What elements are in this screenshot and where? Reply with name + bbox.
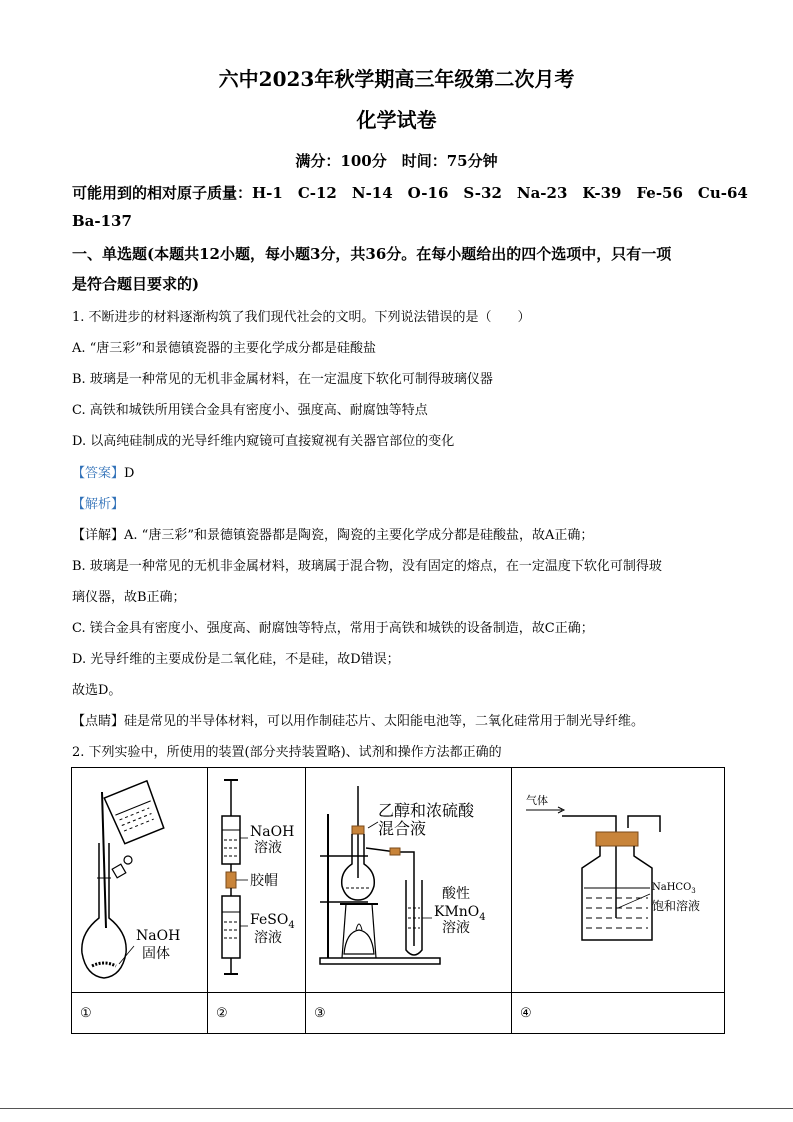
q1-option-c: C. 高铁和城铁所用镁合金具有密度小、强度高、耐腐蚀等特点 xyxy=(72,403,428,418)
apparatus-2-number: ② xyxy=(208,993,306,1034)
label-naoh-solution: NaOH xyxy=(250,824,295,840)
q1-conclusion: 故选D。 xyxy=(72,683,122,698)
bottle-stopper xyxy=(596,832,638,846)
q1-detail-a xyxy=(72,524,593,543)
apparatus-3-ethylene-setup xyxy=(306,768,511,988)
stopper xyxy=(112,856,132,878)
q1-option-b: B. 玻璃是一种常见的无机非金属材料，在一定温度下软化可制得玻璃仪器 xyxy=(72,372,493,387)
label-ethanol-h2so4: 乙醇和浓硫酸 xyxy=(378,801,475,820)
q2-stem: 2. 下列实验中，所使用的装置(部分夹持装置略)、试剂和操作方法都正确的 xyxy=(72,745,502,760)
exam-subtitle: 化学试卷 xyxy=(356,108,437,132)
label-nahco3: NaHCO$_3$ xyxy=(652,882,696,895)
q1-stem: 1. 不断进步的材料逐渐构筑了我们现代社会的文明。下列说法错误的是（ ） xyxy=(72,310,531,325)
delivery-tube xyxy=(366,848,414,946)
label-mixture: 混合液 xyxy=(378,819,427,838)
label-kmno4: KMnO$_4$ xyxy=(434,904,486,923)
page-footer-line xyxy=(0,1108,793,1109)
section-heading-line1: 一、单选题(本题共12小题，每小题3分，共36分。在每小题给出的四个选项中，只有一项 xyxy=(72,245,672,263)
naoh-solid xyxy=(92,963,116,966)
apparatus-1-number: ① xyxy=(72,993,208,1034)
q1-option-d: D. 以高纯硅制成的光导纤维内窥镜可直接窥视有关器官部位的变化 xyxy=(72,434,455,449)
apparatus-3-number: ③ xyxy=(306,993,512,1034)
label-rubber-cap: 胶帽 xyxy=(250,873,278,889)
section-heading-line2: 是符合题目要求的) xyxy=(72,275,200,293)
q1-detail-d: D. 光导纤维的主要成份是二氧化硅，不是硅，故D错误； xyxy=(72,652,400,667)
answer-tag: 【答案】 xyxy=(72,466,125,481)
apparatus-4-cell xyxy=(512,768,725,993)
exam-meta: 满分：100分 时间：75分钟 xyxy=(295,152,498,170)
answer-value: D xyxy=(124,466,135,481)
label-feso4: FeSO$_4$ xyxy=(250,912,295,931)
q1-detail-c: C. 镁合金具有密度小、强度高、耐腐蚀等特点，常用于高铁和城铁的设备制造，故C正确； xyxy=(72,621,594,636)
detail-a-text: A. “唐三彩”和景德镇瓷器都是陶瓷，陶瓷的主要化学成分都是硅酸盐，故A正确； xyxy=(124,528,594,543)
apparatus-4-number: ④ xyxy=(512,993,725,1034)
label-gas: 气体 xyxy=(526,794,548,807)
apparatus-4-gas-washing-bottle xyxy=(512,768,724,988)
washing-bottle xyxy=(582,846,652,940)
atomic-masses-line1: 可能用到的相对原子质量：H-1 C-12 N-14 O-16 S-32 Na-23 K-39 Fe-56 Cu-64 xyxy=(72,184,748,202)
apparatus-1-volumetric-flask xyxy=(72,768,207,988)
glass-rod xyxy=(102,792,106,928)
label-saturated-solution: 饱和溶液 xyxy=(652,899,701,913)
apparatus-3-cell xyxy=(306,768,512,993)
exam-title: 六中2023年秋学期高三年级第二次月考 xyxy=(218,67,575,91)
detail-tag: 【详解】 xyxy=(72,528,125,543)
label-solid: 固体 xyxy=(142,946,170,962)
tip-tag: 【点睛】 xyxy=(72,714,125,729)
label-solution-3: 溶液 xyxy=(442,920,470,936)
rubber-cap xyxy=(226,872,236,888)
atomic-masses-line2: Ba-137 xyxy=(72,212,132,230)
label-naoh: NaOH xyxy=(136,928,181,944)
outlet-tube xyxy=(628,816,660,832)
q1-detail-b-line1: B. 玻璃是一种常见的无机非金属材料，玻璃属于混合物，没有固定的熔点，在一定温度下软化可制得玻 xyxy=(72,559,662,574)
label-acidic: 酸性 xyxy=(442,886,470,902)
inlet-tube xyxy=(562,816,616,918)
q1-answer xyxy=(72,462,134,481)
stand-base xyxy=(320,958,440,964)
q1-detail-b-line2: 璃仪器，故B正确； xyxy=(72,590,186,605)
lower-syringe xyxy=(222,888,240,974)
label-solution-2: 溶液 xyxy=(254,930,282,946)
beaker xyxy=(104,781,165,845)
upper-syringe xyxy=(222,780,240,872)
q2-apparatus-table xyxy=(71,767,725,1034)
q1-option-a: A. “唐三彩”和景德镇瓷器的主要化学成分都是硅酸盐 xyxy=(72,341,376,356)
apparatus-2-syringes xyxy=(208,768,305,988)
analysis-tag: 【解析】 xyxy=(72,497,125,512)
apparatus-2-cell xyxy=(208,768,306,993)
label-solution-1: 溶液 xyxy=(254,840,282,856)
q1-tip xyxy=(72,710,644,729)
apparatus-1-cell xyxy=(72,768,208,993)
alcohol-lamp xyxy=(344,930,374,954)
tip-text: 硅是常见的半导体材料，可以用作制硅芯片、太阳能电池等，二氧化硅常用于制光导纤维。 xyxy=(124,714,645,729)
